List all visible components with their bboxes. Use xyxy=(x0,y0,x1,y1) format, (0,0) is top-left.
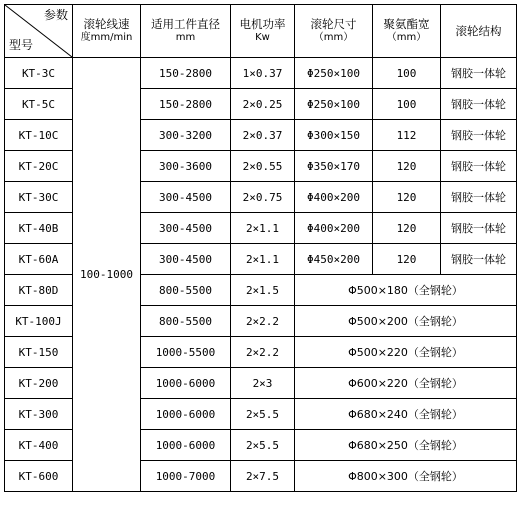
spec-table xyxy=(4,4,517,492)
structure-cell: 钢胶一体轮 xyxy=(441,58,517,89)
diameter-cell: 150-2800 xyxy=(141,89,231,120)
header-power-line1: 电机功率 xyxy=(239,17,286,31)
pu-width-cell: 120 xyxy=(373,151,441,182)
model-cell: KT-60A xyxy=(5,244,73,275)
wheel-size-cell: Φ300×150 xyxy=(295,120,373,151)
power-cell: 2×7.5 xyxy=(231,461,295,492)
diameter-cell: 300-4500 xyxy=(141,182,231,213)
steel-wheel-cell: Φ600×220（全钢轮） xyxy=(295,368,517,399)
power-cell: 2×0.37 xyxy=(231,120,295,151)
header-structure: 滚轮结构 xyxy=(441,5,517,58)
model-cell: KT-80D xyxy=(5,275,73,306)
pu-width-cell: 120 xyxy=(373,182,441,213)
power-cell: 2×5.5 xyxy=(231,399,295,430)
pu-width-cell: 120 xyxy=(373,244,441,275)
header-size-line1: 滚轮尺寸 xyxy=(310,17,357,31)
steel-wheel-cell: Φ500×200（全钢轮） xyxy=(295,306,517,337)
wheel-size-cell: Φ250×100 xyxy=(295,58,373,89)
header-wheel-size xyxy=(295,5,373,58)
structure-cell: 钢胶一体轮 xyxy=(441,182,517,213)
structure-cell: 钢胶一体轮 xyxy=(441,151,517,182)
model-cell: KT-3C xyxy=(5,58,73,89)
pu-width-cell: 100 xyxy=(373,89,441,120)
diameter-cell: 300-3600 xyxy=(141,151,231,182)
steel-wheel-cell: Φ680×240（全钢轮） xyxy=(295,399,517,430)
steel-wheel-cell: Φ680×250（全钢轮） xyxy=(295,430,517,461)
model-cell: KT-10C xyxy=(5,120,73,151)
table-row xyxy=(5,58,517,89)
power-cell: 2×2.2 xyxy=(231,306,295,337)
model-cell: KT-5C xyxy=(5,89,73,120)
corner-label-params: 参数 xyxy=(43,8,68,22)
wheel-size-cell: Φ400×200 xyxy=(295,182,373,213)
structure-cell: 钢胶一体轮 xyxy=(441,213,517,244)
model-cell: KT-20C xyxy=(5,151,73,182)
header-speed-line1: 滚轮线速 xyxy=(83,17,130,31)
diameter-cell: 300-4500 xyxy=(141,244,231,275)
power-cell: 1×0.37 xyxy=(231,58,295,89)
model-cell: KT-300 xyxy=(5,399,73,430)
power-cell: 2×1.5 xyxy=(231,275,295,306)
header-diameter xyxy=(141,5,231,58)
structure-cell: 钢胶一体轮 xyxy=(441,120,517,151)
corner-header-cell xyxy=(5,5,73,58)
wheel-size-cell: Φ350×170 xyxy=(295,151,373,182)
header-power xyxy=(231,5,295,58)
pu-width-cell: 120 xyxy=(373,213,441,244)
power-cell: 2×1.1 xyxy=(231,213,295,244)
power-cell: 2×0.25 xyxy=(231,89,295,120)
diameter-cell: 1000-6000 xyxy=(141,430,231,461)
diameter-cell: 300-3200 xyxy=(141,120,231,151)
diameter-cell: 150-2800 xyxy=(141,58,231,89)
power-cell: 2×0.55 xyxy=(231,151,295,182)
diameter-cell: 1000-5500 xyxy=(141,337,231,368)
header-pu-width xyxy=(373,5,441,58)
steel-wheel-cell: Φ500×180（全钢轮） xyxy=(295,275,517,306)
header-row xyxy=(5,5,517,58)
model-cell: KT-600 xyxy=(5,461,73,492)
header-diameter-line2: mm xyxy=(175,32,196,43)
diameter-cell: 800-5500 xyxy=(141,306,231,337)
pu-width-cell: 100 xyxy=(373,58,441,89)
diameter-cell: 800-5500 xyxy=(141,275,231,306)
header-speed-line2: 度mm/min xyxy=(80,32,133,43)
diameter-cell: 300-4500 xyxy=(141,213,231,244)
wheel-size-cell: Φ450×200 xyxy=(295,244,373,275)
wheel-size-cell: Φ400×200 xyxy=(295,213,373,244)
steel-wheel-cell: Φ800×300（全钢轮） xyxy=(295,461,517,492)
power-cell: 2×2.2 xyxy=(231,337,295,368)
header-power-line2: Kw xyxy=(255,32,270,43)
power-cell: 2×5.5 xyxy=(231,430,295,461)
steel-wheel-cell: Φ500×220（全钢轮） xyxy=(295,337,517,368)
header-size-line2: （mm） xyxy=(313,32,354,43)
model-cell: KT-40B xyxy=(5,213,73,244)
wheel-size-cell: Φ250×100 xyxy=(295,89,373,120)
header-diameter-line1: 适用工件直径 xyxy=(151,17,220,31)
power-cell: 2×0.75 xyxy=(231,182,295,213)
header-speed xyxy=(73,5,141,58)
model-cell: KT-400 xyxy=(5,430,73,461)
diameter-cell: 1000-7000 xyxy=(141,461,231,492)
model-cell: KT-200 xyxy=(5,368,73,399)
power-cell: 2×3 xyxy=(231,368,295,399)
diameter-cell: 1000-6000 xyxy=(141,368,231,399)
pu-width-cell: 112 xyxy=(373,120,441,151)
power-cell: 2×1.1 xyxy=(231,244,295,275)
header-pu-line1: 聚氨酯宽 xyxy=(383,17,430,31)
model-cell: KT-30C xyxy=(5,182,73,213)
corner-label-model: 型号 xyxy=(9,38,34,52)
diameter-cell: 1000-6000 xyxy=(141,399,231,430)
structure-cell: 钢胶一体轮 xyxy=(441,244,517,275)
model-cell: KT-100J xyxy=(5,306,73,337)
model-cell: KT-150 xyxy=(5,337,73,368)
structure-cell: 钢胶一体轮 xyxy=(441,89,517,120)
shared-speed-cell: 100-1000 xyxy=(73,58,141,492)
header-pu-line2: （mm） xyxy=(386,32,427,43)
